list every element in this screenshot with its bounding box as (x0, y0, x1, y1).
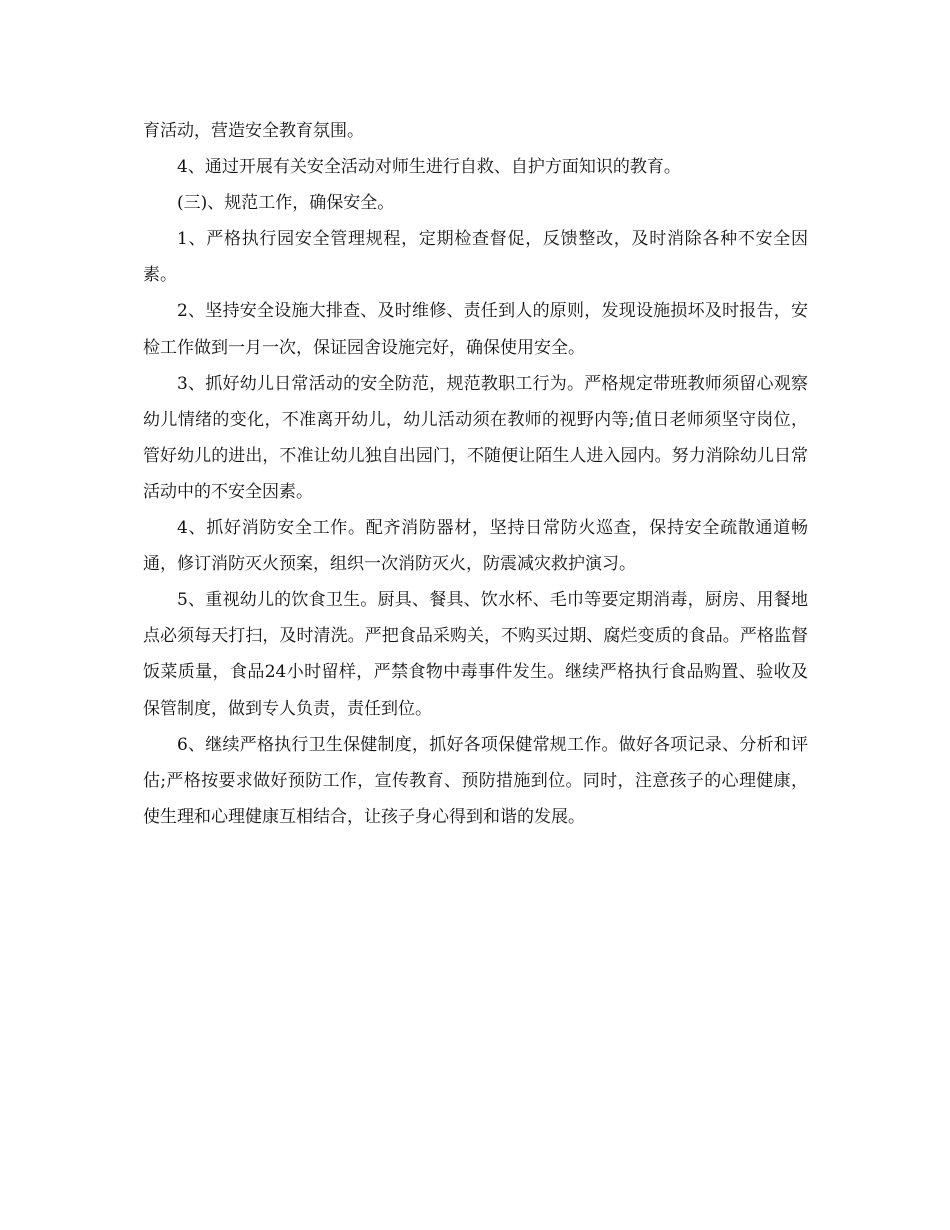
paragraph-item-4-education: 4、通过开展有关安全活动对师生进行自救、自护方面知识的教育。 (177, 157, 681, 178)
paragraph-item-6: 6、继续严格执行卫生保健制度，抓好各项保健常规工作。做好各项记录、分析和评估;严格按要求做好预防工作，宣传教育、预防措施到位。同时，注意孩子的心理健康，使生理和心理健康互相结合，让孩子身心得到和谐的发展。 (143, 734, 808, 827)
paragraph-item-4-fire-safety: 4、抓好消防安全工作。配齐消防器材，坚持日常防火巡查，保持安全疏散通道畅通，修订消防灭火预案，组织一次消防灭火，防震减灾救护演习。 (143, 518, 808, 575)
section-heading-three: (三)、规范工作，确保安全。 (177, 193, 395, 214)
paragraph-item-2: 2、坚持安全设施大排查、及时维修、责任到人的原则，发现设施损坏及时报告，安检工作做到一月一次，保证园舍设施完好，确保使用安全。 (143, 301, 808, 358)
paragraph-item-3: 3、抓好幼儿日常活动的安全防范，规范教职工行为。严格规定带班教师须留心观察幼儿情绪的变化，不准离开幼儿，幼儿活动须在教师的视野内等;值日老师须坚守岗位，管好幼儿的进出，不准让幼儿独自出园门，不随便让陌生人进入园内。努力消除幼儿日常活动中的不安全因素。 (143, 373, 808, 502)
paragraph-item-1: 1、严格执行园安全管理规程，定期检查督促，反馈整改，及时消除各种不安全因素。 (143, 229, 808, 286)
paragraph-item-5: 5、重视幼儿的饮食卫生。厨具、餐具、饮水杯、毛巾等要定期消毒，厨房、用餐地点必须每天打扫，及时清洗。严把食品采购关，不购买过期、腐烂变质的食品。严格监督饭菜质量，食品24小时留样，严禁食物中毒事件发生。继续严格执行食品购置、验收及保管制度，做到专人负责，责任到位。 (143, 590, 808, 719)
document-body (143, 113, 808, 835)
paragraph-continuation: 育活动，营造安全教育氛围。 (143, 121, 364, 141)
